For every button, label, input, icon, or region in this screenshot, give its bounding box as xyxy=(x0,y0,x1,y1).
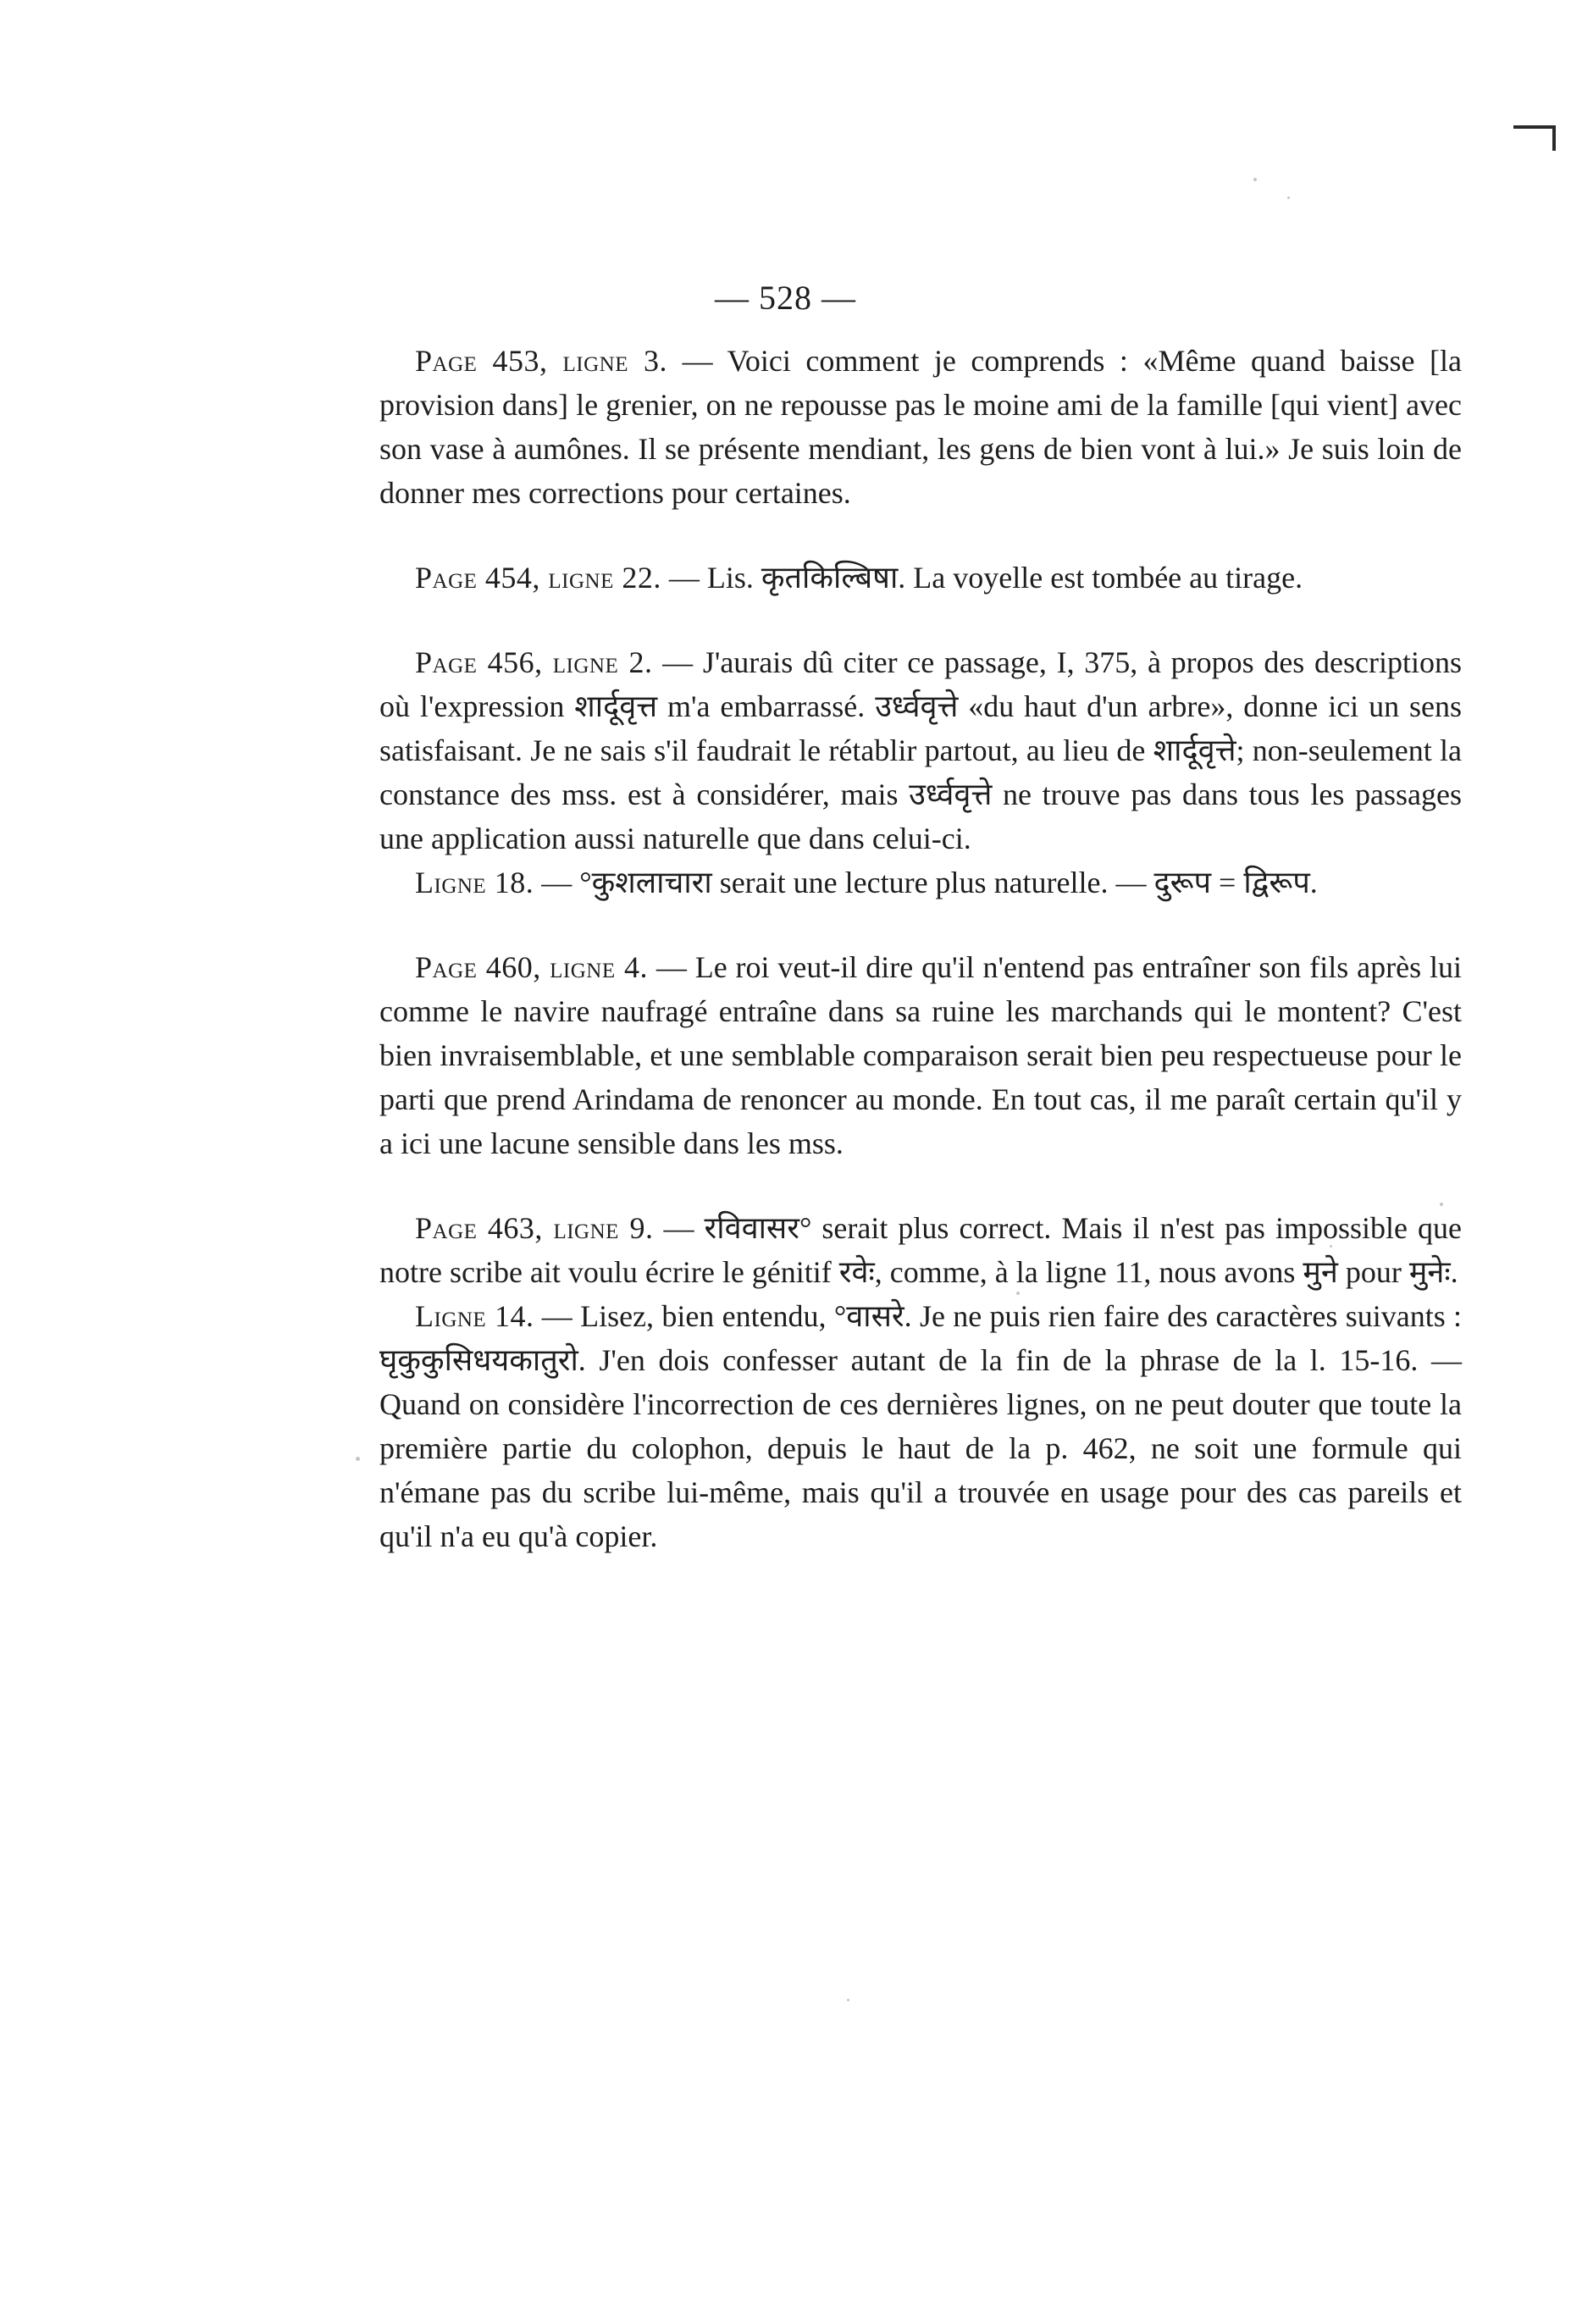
note-ligne-14 xyxy=(379,1294,1462,1558)
note-text: — J'aurais dû citer ce passage, I, 375, à propos des descriptions où l'expression शार्दूवृत्त m'a embarrassé. उर्ध्ववृत्ते «du haut d'un arbre», donne ici un sens satisfaisant. Je ne sais s'il faudrait le rétablir partout, au lieu de शार्दूवृत्ते; non-seulement la constance des mss. est à considérer, mais उर्ध्ववृत्ते ne trouve pas dans tous les passages une application aussi naturelle que dans celui-ci. xyxy=(379,645,1462,855)
print-speck xyxy=(1330,1245,1332,1248)
notes-body xyxy=(379,339,1462,1558)
note-text: — Lis. कृतकिल्बिषा. La voyelle est tombée au tirage. xyxy=(661,561,1303,595)
print-speck xyxy=(1440,1203,1443,1206)
note-reference: Ligne 18. xyxy=(415,866,534,899)
print-speck xyxy=(1389,1093,1393,1097)
print-speck xyxy=(1287,196,1290,199)
note-text: — °कुशलाचारा serait une lecture plus naturelle. — दुरूप = द्विरूप. xyxy=(534,866,1318,899)
page-corner-mark xyxy=(1513,125,1556,151)
print-speck xyxy=(847,1999,849,2001)
note-page-463 xyxy=(379,1206,1462,1294)
print-speck xyxy=(1253,178,1257,181)
note-page-456 xyxy=(379,640,1462,860)
note-text: — रविवासर° serait plus correct. Mais il n'est pas impossible que notre scribe ait voulu écrire le génitif रवेः, comme, à la ligne 11, nous avons मुने pour मुनेः. xyxy=(379,1211,1462,1289)
note-reference: Page 456, ligne 2. xyxy=(415,645,653,679)
note-text: — Voici comment je comprends : «Même quand baisse [la provision dans] le grenier, on ne repousse pas le moine ami de la famille [qui vient] avec son vase à aumônes. Il se présente mendiant, les gens de bien vont à lui.» Je suis loin de donner mes corrections pour certaines. xyxy=(379,344,1462,510)
page-number: — 528 — xyxy=(715,279,856,317)
note-reference: Ligne 14. xyxy=(415,1299,534,1333)
note-reference: Page 453, ligne 3. xyxy=(415,344,668,378)
print-speck xyxy=(1016,1292,1020,1295)
note-page-454 xyxy=(379,556,1462,600)
note-text: — Lisez, bien entendu, °वासरे. Je ne puis rien faire des caractères suivants : घृकुकुसिधयकातुरो. J'en dois confesser autant de la fin de la phrase de la l. 15-16. — Quand on considère l'incorrection de ces dernières lignes, on ne peut douter que toute la première partie du colophon, depuis le haut de la p. 462, ne soit une formule qui n'émane pas du scribe lui-même, mais qu'il a trouvée en usage pour des cas pareils et qu'il n'a eu qu'à copier. xyxy=(379,1299,1462,1553)
note-reference: Page 460, ligne 4. xyxy=(415,950,648,984)
print-speck xyxy=(940,1228,943,1231)
note-page-453 xyxy=(379,339,1462,515)
note-ligne-18 xyxy=(379,860,1462,905)
note-reference: Page 454, ligne 22. xyxy=(415,561,661,595)
note-text: — Le roi veut-il dire qu'il n'entend pas entraîner son fils après lui comme le navire naufragé entraîne dans sa ruine les marchands qui le montent? C'est bien invraisemblable, et une semblable comparaison serait bien peu respectueuse pour le parti que prend Arindama de renoncer au monde. En tout cas, il me paraît certain qu'il y a ici une lacune sensible dans les mss. xyxy=(379,950,1462,1160)
print-speck xyxy=(356,1457,360,1461)
note-page-460 xyxy=(379,945,1462,1165)
note-reference: Page 463, ligne 9. xyxy=(415,1211,654,1245)
